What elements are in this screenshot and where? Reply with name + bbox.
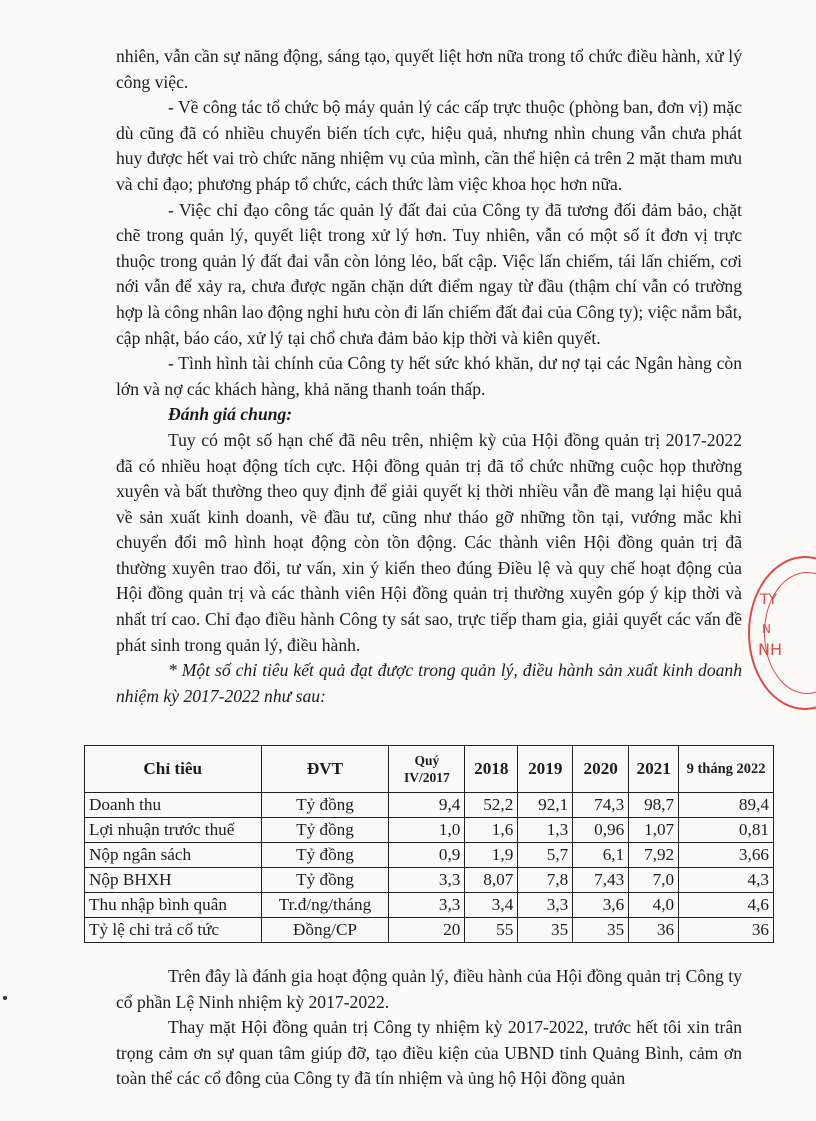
- seal-text-fragment: TY: [760, 592, 778, 608]
- table-cell-value: 3,6: [573, 893, 629, 918]
- header-2020: 2020: [573, 746, 629, 793]
- table-cell-value: 5,7: [518, 843, 573, 868]
- table-row: [85, 793, 774, 818]
- seal-text-fragment: N: [762, 622, 771, 636]
- table-cell-value: 1,3: [518, 818, 573, 843]
- table-row: [85, 843, 774, 868]
- table-cell-value: 52,2: [465, 793, 518, 818]
- results-table: [84, 745, 774, 943]
- table-cell-value: 3,3: [518, 893, 573, 918]
- table-cell-indicator: Nộp ngân sách: [85, 843, 262, 868]
- table-cell-value: 35: [573, 918, 629, 943]
- table-cell-unit: Tr.đ/ng/tháng: [261, 893, 389, 918]
- table-cell-value: 3,3: [389, 893, 465, 918]
- table-row: [85, 893, 774, 918]
- scan-speck: [3, 996, 7, 1000]
- table-cell-indicator: Thu nhập bình quân: [85, 893, 262, 918]
- company-seal-stamp: [748, 556, 816, 710]
- header-2019: 2019: [518, 746, 573, 793]
- table-cell-indicator: Lợi nhuận trước thuế: [85, 818, 262, 843]
- table-cell-unit: Tỷ đồng: [261, 843, 389, 868]
- table-cell-value: 1,07: [629, 818, 679, 843]
- table-cell-value: 1,0: [389, 818, 465, 843]
- table-cell-value: 36: [629, 918, 679, 943]
- table-cell-value: 7,0: [629, 868, 679, 893]
- table-cell-value: 0,9: [389, 843, 465, 868]
- table-cell-value: 89,4: [679, 793, 774, 818]
- table-row: [85, 868, 774, 893]
- header-9-months-2022: 9 tháng 2022: [679, 746, 774, 793]
- closing-summary: Trên đây là đánh gia hoạt động quản lý, điều hành của Hội đồng quản trị Công ty cổ phần Lệ Ninh nhiệm kỳ 2017-2022.: [116, 966, 742, 1012]
- table-cell-unit: Đồng/CP: [261, 918, 389, 943]
- header-q4-2017: Quý IV/2017: [389, 746, 465, 793]
- header-2018: 2018: [465, 746, 518, 793]
- table-row: [85, 818, 774, 843]
- table-cell-unit: Tỷ đồng: [261, 868, 389, 893]
- header-unit: ĐVT: [261, 746, 389, 793]
- table-cell-unit: Tỷ đồng: [261, 793, 389, 818]
- table-cell-value: 0,81: [679, 818, 774, 843]
- table-cell-value: 1,9: [465, 843, 518, 868]
- table-cell-value: 74,3: [573, 793, 629, 818]
- table-cell-value: 8,07: [465, 868, 518, 893]
- table-cell-value: 3,3: [389, 868, 465, 893]
- indicators-note: * Một số chỉ tiêu kết quả đạt được trong quản lý, điều hành sản xuất kinh doanh nhiệm kỳ 2017-2022 như sau:: [116, 660, 742, 706]
- table-cell-value: 92,1: [518, 793, 573, 818]
- table-row: [85, 918, 774, 943]
- table-cell-value: 4,0: [629, 893, 679, 918]
- table-cell-indicator: Doanh thu: [85, 793, 262, 818]
- table-cell-value: 6,1: [573, 843, 629, 868]
- header-2021: 2021: [629, 746, 679, 793]
- table-cell-value: 35: [518, 918, 573, 943]
- table-cell-value: 1,6: [465, 818, 518, 843]
- table-cell-value: 3,66: [679, 843, 774, 868]
- table-cell-indicator: Tỷ lệ chi trả cổ tức: [85, 918, 262, 943]
- general-assessment-heading: Đánh giá chung:: [168, 404, 293, 425]
- table-cell-value: 36: [679, 918, 774, 943]
- table-cell-value: 4,6: [679, 893, 774, 918]
- paragraph-finance: - Tình hình tài chính của Công ty hết sức khó khăn, dư nợ tại các Ngân hàng còn lớn và nợ các khách hàng, khả năng thanh toán thấp.: [116, 353, 742, 399]
- paragraph-organization: - Về công tác tổ chức bộ máy quản lý các cấp trực thuộc (phòng ban, đơn vị) mặc dù cũng đã có nhiều chuyển biến tích cực, hiệu quả, nhưng nhìn chung vẫn chưa phát huy được hết vai trò chức năng nhiệm vụ của mình, cần thể hiện cả trên 2 mặt tham mưu và chỉ đạo; phương pháp tổ chức, cách thức làm việc khoa học hơn nữa.: [116, 97, 742, 194]
- table-cell-value: 9,4: [389, 793, 465, 818]
- table-cell-value: 4,3: [679, 868, 774, 893]
- table-header-row: [85, 746, 774, 793]
- table-cell-indicator: Nộp BHXH: [85, 868, 262, 893]
- table-cell-value: 3,4: [465, 893, 518, 918]
- seal-inner-ring: [764, 572, 816, 694]
- general-assessment-body: Tuy có một số hạn chế đã nêu trên, nhiệm kỳ của Hội đồng quản trị 2017-2022 đã có nhiều hoạt động tích cực. Hội đồng quản trị đã tổ chức những cuộc họp thường xuyên và bất thường theo quy định để giải quyết kị thời nhiều vẫn đề mang lại hiệu quả về sản xuất kinh doanh, về đầu tư, cũng như tháo gỡ những tồn tại, vướng mắc khi chuyển đổi mô hình hoạt động còn tồn động. Các thành viên Hội đồng quản trị đã thường xuyên trao đổi, tư vấn, xin ý kiến theo đúng Điều lệ và quy chế hoạt động của Hội đồng quản trị và các thành viên Hội đồng quản trị thường xuyên góp ý kịp thời và nhất trí cao. Chỉ đạo điều hành Công ty sát sao, trực tiếp tham gia, giải quyết các vấn đề phát sinh trong quản lý, điều hành.: [116, 429, 742, 655]
- table-cell-value: 7,92: [629, 843, 679, 868]
- body-text-top: [116, 44, 742, 709]
- body-text-bottom: [116, 964, 742, 1092]
- seal-text-fragment: NH: [758, 640, 782, 659]
- closing-thanks: Thay mặt Hội đồng quản trị Công ty nhiệm kỳ 2017-2022, trước hết tôi xin trân trọng cảm ơn sự quan tâm giúp đỡ, tạo điều kiện của UBND tỉnh Quảng Bình, cảm ơn toàn thể các cổ đông của Công ty đã tín nhiệm và ủng hộ Hội đồng quản: [116, 1017, 742, 1089]
- table-cell-value: 7,43: [573, 868, 629, 893]
- table-cell-value: 0,96: [573, 818, 629, 843]
- header-indicator: Chỉ tiêu: [85, 746, 262, 793]
- paragraph-continuation: nhiên, vẫn cần sự năng động, sáng tạo, quyết liệt hơn nữa trong tổ chức điều hành, xử lý công việc.: [116, 46, 742, 92]
- table-cell-unit: Tỷ đồng: [261, 818, 389, 843]
- paragraph-land-management: - Việc chỉ đạo công tác quản lý đất đai của Công ty đã tương đối đảm bảo, chặt chẽ trong quản lý, quyết liệt trong xử lý hơn. Tuy nhiên, vẫn có một số ít đơn vị trực thuộc trong quản lý đất đai vẫn còn lỏng lẻo, bất cập. Việc lấn chiếm, tái lấn chiếm, cơi nới vẫn để xảy ra, chưa được ngăn chặn dứt điểm ngay từ đầu (thậm chí vẫn có trường hợp là công nhân lao động nghỉ hưu còn đi lấn chiếm đất đai của Công ty); việc nắm bắt, cập nhật, báo cáo, xử lý tại chổ chưa đảm bảo kịp thời và kiên quyết.: [116, 199, 742, 348]
- table-cell-value: 98,7: [629, 793, 679, 818]
- table-cell-value: 20: [389, 918, 465, 943]
- table-cell-value: 55: [465, 918, 518, 943]
- table-cell-value: 7,8: [518, 868, 573, 893]
